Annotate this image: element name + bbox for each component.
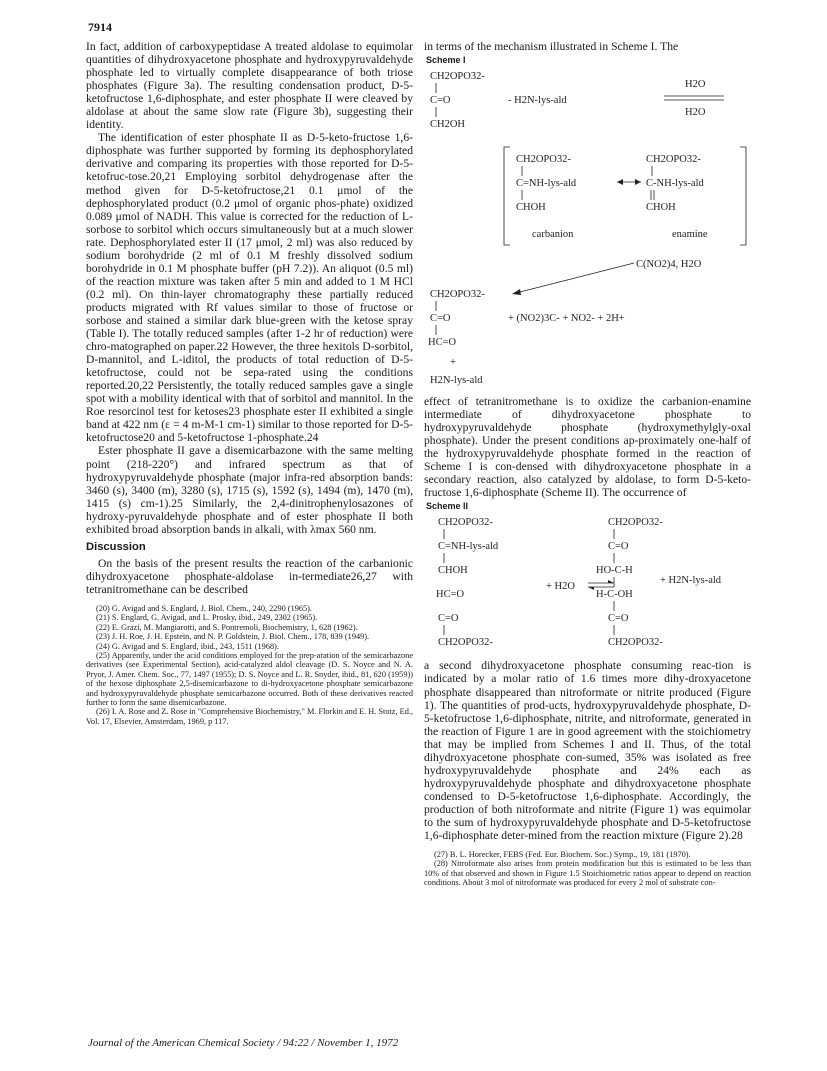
scheme-2 — [424, 501, 751, 659]
paragraph: On the basis of the present results the reaction of the carbanionic dihydroxyacetone phosphate-aldolase in-termediate26,27 with tetranitromethane can be described — [86, 556, 413, 596]
reference: (26) I. A. Rose and Z. Rose in "Comprehensive Biochemistry," M. Florkin and E. H. Stotz, Ed., Vol. 17, Elsevier, Amsterdam, 1969, p 117. — [86, 707, 413, 726]
formula: CHOH — [516, 202, 546, 214]
reference: (22) E. Grazi, M. Mangiarotti, and S. Pontremoli, Biochemistry, 1, 628 (1962). — [96, 622, 358, 632]
label: carbanion — [532, 229, 574, 241]
formula: CH2OPO32- — [438, 637, 493, 649]
journal-footer: Journal of the American Chemical Society / 94:22 / November 1, 1972 — [88, 1037, 399, 1049]
formula: C=O — [438, 613, 459, 625]
formula: HO-C-H — [596, 565, 633, 577]
formula: CH2OPO32- — [430, 71, 485, 83]
formula: CH2OH — [430, 119, 466, 131]
formula: H2O — [685, 107, 706, 119]
references — [86, 604, 413, 726]
formula: H2N-lys-ald — [430, 375, 483, 387]
reference: (21) S. Englard, G. Avigad, and L. Prosky, ibid., 249, 2302 (1965). — [96, 613, 318, 623]
paragraph: Ester phosphate II gave a disemicarbazone with the same melting point (218-220°) and infrared spectrum as that of hydroxypyruvaldehyde phosphate (major infra-red absorption bands: 3460 (s), 3400 (m), 3280 (s), 1715 (s), 1592 (s), 1494 (m), 1470 (m), 1415 (s) cm-1).25 Similarly, the 2,4-dinitrophenylosazones of hydroxy-pyruvaldehyde phosphate and of ester phosphate II both exhibited broad absorption bands in alkali, with λmax 560 nm. — [86, 444, 413, 536]
paragraph: The identification of ester phosphate II as D-5-keto-fructose 1,6-diphosphate was further supported by forming its dephosphorylated derivative and comparing its properties with those reported for D-5-ketofruc-tose.20,21 Employing sorbitol dehydrogenase after the method given for D-5-ketofructose,21 0.1 μmol of the dephosphorylated product (0.2 μmol of organic phos-phate) oxidized 0.089 μmol of NADH. This value is corrected for the reduction of L-sorbose to sorbitol which occurs simultaneously but at a much slower rate. Dephosphorylated ester II (17 μmol, 2 ml) was also reduced by sodium borohydride (2 ml of 0.1 M freshly dissolved sodium borohydride in 0.1 M phosphate buffer (pH 7.2)). An aliquot (0.5 ml) of the reaction mixture was taken after 5 min and added to 1 M HCl (0.2 ml). On thin-layer chromatography these partially reduced products migrated with Rf values similar to those of fructose or sorbose and stained a similar dark blue-green with the ketose spray (Table I). The totally reduced samples (after 1-2 hr of reduction) were chro-matographed on paper.22 However, the three hexitols D-sorbitol, D-mannitol, and L-iditol, the products of total reduction of D-5-ketofructose, could not be sepa-rated using the conditions reported.20,22 Persistently, the totally reduced samples gave a single spot with a mobility identical with that of sorbitol and mannitol. In the Roe resorcinol test for ketoses23 phosphate ester II exhibited a single band at 422 nm (ε = 4 m-M-1 cm-1) similar to those reported for D-5-ketofructose20 and 5-ketofructose 1-phosphate.24 — [86, 131, 413, 445]
left-column — [86, 40, 413, 726]
formula: CH2OPO32- — [646, 154, 701, 166]
formula: - H2N-lys-ald — [508, 95, 567, 107]
scheme-1 — [424, 55, 751, 389]
formula: HC=O — [436, 589, 465, 601]
formula: CH2OPO32- — [516, 154, 571, 166]
scheme-2-diagram — [424, 511, 751, 659]
reference: (20) G. Avigad and S. Englard, J. Biol. Chem., 240, 2290 (1965). — [96, 603, 313, 613]
reference: (23) J. H. Roe, J. H. Epstein, and N. P. Goldstein, J. Biol. Chem., 178, 839 (1949). — [96, 632, 370, 642]
scheme-label: Scheme II — [426, 501, 469, 512]
references — [424, 850, 751, 888]
scheme-1-diagram — [424, 65, 751, 355]
formula: C=NH-lys-ald — [516, 178, 577, 190]
reference: (28) Nitroformate also arises from protein modification but this is estimated to be less than 10% of that observed and shown in Figure 1.5 Stoichiometric ratios appear to depend on reaction conditions. About 3 mol of nitroformate was produced for every 2 mol of substrate con- — [424, 859, 751, 888]
reference: (25) Apparently, under the acid conditions employed for the prep-aration of the semicarbazone derivatives (see Experimental Section), acid-catalyzed aldol cleavage (D. S. Noyce and N. A. Pryor, J. Amer. Chem. Soc., 77, 1497 (1955); D. S. Noyce and L. R. Snyder, ibid., 81, 620 (1959)) of the hexose diphosphate 2,5-disemicarbazone to di-hydroxyacetone phosphate semicarbazone and hydroxypyruvaldehyde phosphate semicarbazone occurred. Both of these derivatives reacted further to form the same disemicarbazone. — [86, 650, 413, 707]
formula: C=O — [430, 313, 451, 325]
formula: + (NO2)3C- + NO2- + 2H+ — [508, 313, 625, 325]
formula: + H2O — [546, 581, 575, 593]
formula: CH2OPO32- — [608, 517, 663, 529]
reference: (24) G. Avigad and S. Englard, ibid., 243, 1511 (1968). — [96, 641, 279, 651]
formula: + — [450, 357, 456, 369]
paragraph: effect of tetranitromethane is to oxidize the carbanion-enamine intermediate of dihydroxyacetone phosphate to hydroxypyruvaldehyde phosphate (hydroxymethylgly-oxal phosphate). Under the present conditions ap-proximately one-half of the hydroxypyruvaldehyde phosphate formed in the reaction of Scheme I is con-densed with dihydroxyacetone phosphate in a secondary reaction, also catalyzed by aldolase, to form D-5-keto-fructose 1,6-diphosphate (Scheme II). The occurrence of — [424, 395, 751, 500]
formula: C(NO2)4, H2O — [636, 259, 702, 271]
paragraph: a second dihydroxyacetone phosphate consuming reac-tion is indicated by a molar ratio of 1.6 times more dihy-droxyacetone phosphate disappeared than nitroformate or nitrite produced (Figure 1). The quantities of prod-ucts, hydroxypyruvaldehyde phosphate, D-5-ketofructose 1,6-diphosphate, nitrite, and nitroformate, generated in the reaction of Figure 1 are in good agreement with the stoichiometry that may be implied from Schemes I and II. Thus, of the total dihydroxyacetone phosphate con-sumed, 35% was isolated as free hydroxypyruvaldehyde phosphate and 24% each as hydroxypyruvaldehyde phosphate and dihydroxyacetone phosphate condensed to D-5-ketofructose 1,6-diphosphate. Accordingly, the production of both nitroformate and nitrite (Figure 1) was equimolar to the sum of hydroxypyruvaldehyde phosphate and D-5-ketofructose 1,6-diphosphate deter-mined from the reaction mixture (Figure 2).28 — [424, 659, 751, 843]
formula: C=O — [430, 95, 451, 107]
formula: H2O — [685, 79, 706, 91]
formula: C=O — [608, 541, 629, 553]
reference: (27) B. L. Horecker, FEBS (Fed. Eur. Biochem. Soc.) Symp., 19, 181 (1970). — [434, 850, 691, 860]
formula: + H2N-lys-ald — [660, 575, 722, 587]
scheme-1-enzyme — [424, 355, 751, 389]
formula: CH2OPO32- — [608, 637, 663, 649]
scheme-label: Scheme I — [426, 55, 466, 66]
formula: C-NH-lys-ald — [646, 178, 704, 190]
formula: CHOH — [646, 202, 676, 214]
right-column — [424, 40, 751, 888]
section-heading: Discussion — [86, 540, 146, 553]
formula: C=O — [608, 613, 629, 625]
formula: HC=O — [428, 337, 457, 349]
formula: CH2OPO32- — [430, 289, 485, 301]
formula: H-C-OH — [596, 589, 633, 601]
formula: CHOH — [438, 565, 468, 577]
label: enamine — [672, 229, 708, 241]
paragraph: in terms of the mechanism illustrated in Scheme I. The — [424, 40, 679, 53]
page-number: 7914 — [88, 20, 112, 34]
formula: C=NH-lys-ald — [438, 541, 499, 553]
formula: CH2OPO32- — [438, 517, 493, 529]
paragraph: In fact, addition of carboxypeptidase A treated aldolase to equimolar quantities of dihydroxyacetone phosphate and hydroxypyruvaldehyde phosphate led to virtually complete disappearance of both triose phosphates (Figure 3a). The resulting condensation product, D-5-ketofructose 1,6-diphosphate, and ester phosphate II were cleaved by aldolase at about the same slow rate (Figure 3b), suggesting their identity. — [86, 40, 413, 132]
